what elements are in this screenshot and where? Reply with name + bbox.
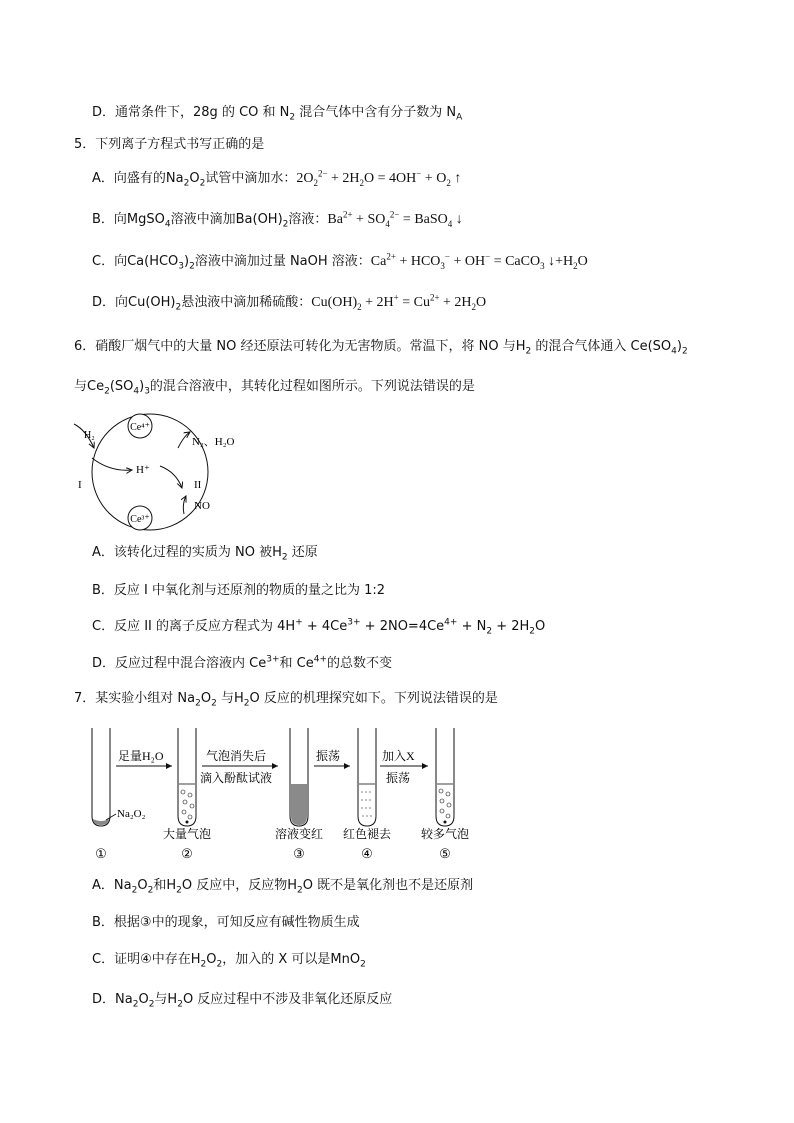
na2o2-label: Na₂O₂ [117,808,146,820]
q7-option-c: C．证明④中存在$H_2O_2$，加入的 X 可以是MnO$_2$ [92,952,366,970]
label-i: I [78,479,82,491]
q6-option-b: B．反应 I 中氧化剂与还原剂的物质的量之比为 1:2 [92,583,386,598]
equation: $Ca^{2+} + HCO_3^- + OH^-$ = CaCO$_3$ $↓+H_2O$ [370,251,588,271]
q6-option-d: D．反应过程中混合溶液内 $Ce^{3+}$和 $Ce^{4+}$的总数不变 [92,654,393,671]
number-2: ② [181,846,193,861]
arrow-4-top-label: 加入X [382,749,415,763]
q6-option-c: C．反应 II 的离子反应方程式为 $4H^+ + 4Ce^{3+} + 2NO=4Ce^{4+} + N_2 + 2H_2O$ [92,617,546,637]
caption-tube-4: 红色褪去 [342,827,392,841]
ce3-label: Ce³⁺ [130,514,150,525]
na2o2-pointer [106,814,116,820]
test-tube-4 [358,728,376,826]
number-4: ④ [361,846,373,861]
h2-label: H₂ [84,430,95,441]
q5-option-d: D．向$Cu(OH)_2$悬浊液中滴加稀硫酸：$Cu(OH)_2 + 2H^+ = Cu^{2+} + 2H_2O$ [92,292,487,313]
hplus-arrow [92,458,132,470]
arrow-2-top-label: 气泡消失后 [206,749,267,763]
number-1: ① [95,846,107,861]
test-tube-5 [436,728,454,826]
caption-tube-2: 大量气泡 [162,827,212,841]
q7-option-d: D．$Na_2O_2$与$H_2O$ 反应过程中不涉及非氧化还原反应 [92,992,393,1010]
q5-option-a: A．向盛有的$Na_2O_2$试管中滴加水：$2O_2^{2-} + 2H_2O = 4OH^- + O_2$ ↑ [92,168,462,189]
arrow-1-label: 足量H₂O [118,749,164,763]
q5-stem: 5．下列离子方程式书写正确的是 [74,137,265,152]
cycle-diagram [60,410,260,535]
caption-tube-5: 较多气泡 [420,827,470,841]
no-label: NO [194,500,210,512]
caption-tube-3: 溶液变红 [274,827,324,841]
products-arrow [178,432,190,448]
ce4-label: Ce⁴⁺ [130,422,150,433]
arrow-4-bottom-label: 振荡 [386,771,411,785]
hplus-label: H⁺ [136,464,150,476]
q7-option-b: B．根据③中的现象，可知反应有碱性物质生成 [92,915,360,930]
test-tube-1 [92,728,110,826]
equation: $Ba^{2+} + SO_4^{2-}$ = BaSO$_4$ ↓ [327,209,463,229]
q6-stem-line2: 与$Ce_2(SO_4)_3$的混合溶液中，其转化过程如图所示。下列说法错误的是 [74,379,475,397]
q6-option-a: A．该转化过程的实质为 NO 被$H_2$ 还原 [92,545,318,563]
experiment-diagram [80,722,500,862]
number-5: ⑤ [439,846,451,861]
number-3: ③ [293,846,305,861]
label-ii: II [194,479,202,491]
arrow-2-bottom-label: 滴入酚酞试液 [200,771,273,785]
q5-option-b: B．向MgSO$_4$溶液中滴加$Ba(OH)_2$溶液：$Ba^{2+} + SO_4^{2-}$ = BaSO$_4$ ↓ [92,209,463,230]
equation: $Cu(OH)_2 + 2H^+ = Cu^{2+} + 2H_2O$ [311,292,487,312]
test-tube-3 [290,728,308,826]
arrow-3-label: 振荡 [316,749,341,763]
hplus-in-arrow [160,466,182,488]
no-arrow [183,496,186,514]
test-tube-2 [178,728,196,826]
q4-option-d: D．通常条件下，28g 的 CO 和 $N_2$ 混合气体中含有分子数为 $N_A$ [92,105,463,123]
q5-option-c: C．向$Ca(HCO_3)_2$溶液中滴加过量 NaOH 溶液：$Ca^{2+} + HCO_3^- + OH^-$ = CaCO$_3$ $↓+H_2O$ [92,251,588,272]
q7-option-a: A．$Na_2O_2$和$H_2O$ 反应中，反应物$H_2O$ 既不是氧化剂也不是还原剂 [92,878,474,896]
products-label: N₂、H₂O [192,436,235,448]
equation: $2O_2^{2-} + 2H_2O = 4OH^- + O_2$ ↑ [296,168,462,188]
q6-stem-line1: 6．硝酸厂烟气中的大量 NO 经还原法可转化为无害物质。常温下，将 NO 与$H_2$ 的混合气体通入 $Ce(SO_4)_2$ [74,339,688,357]
q7-stem: 7．某实验小组对 $Na_2O_2$ 与$H_2O$ 反应的机理探究如下。下列说法错误的是 [74,691,498,709]
